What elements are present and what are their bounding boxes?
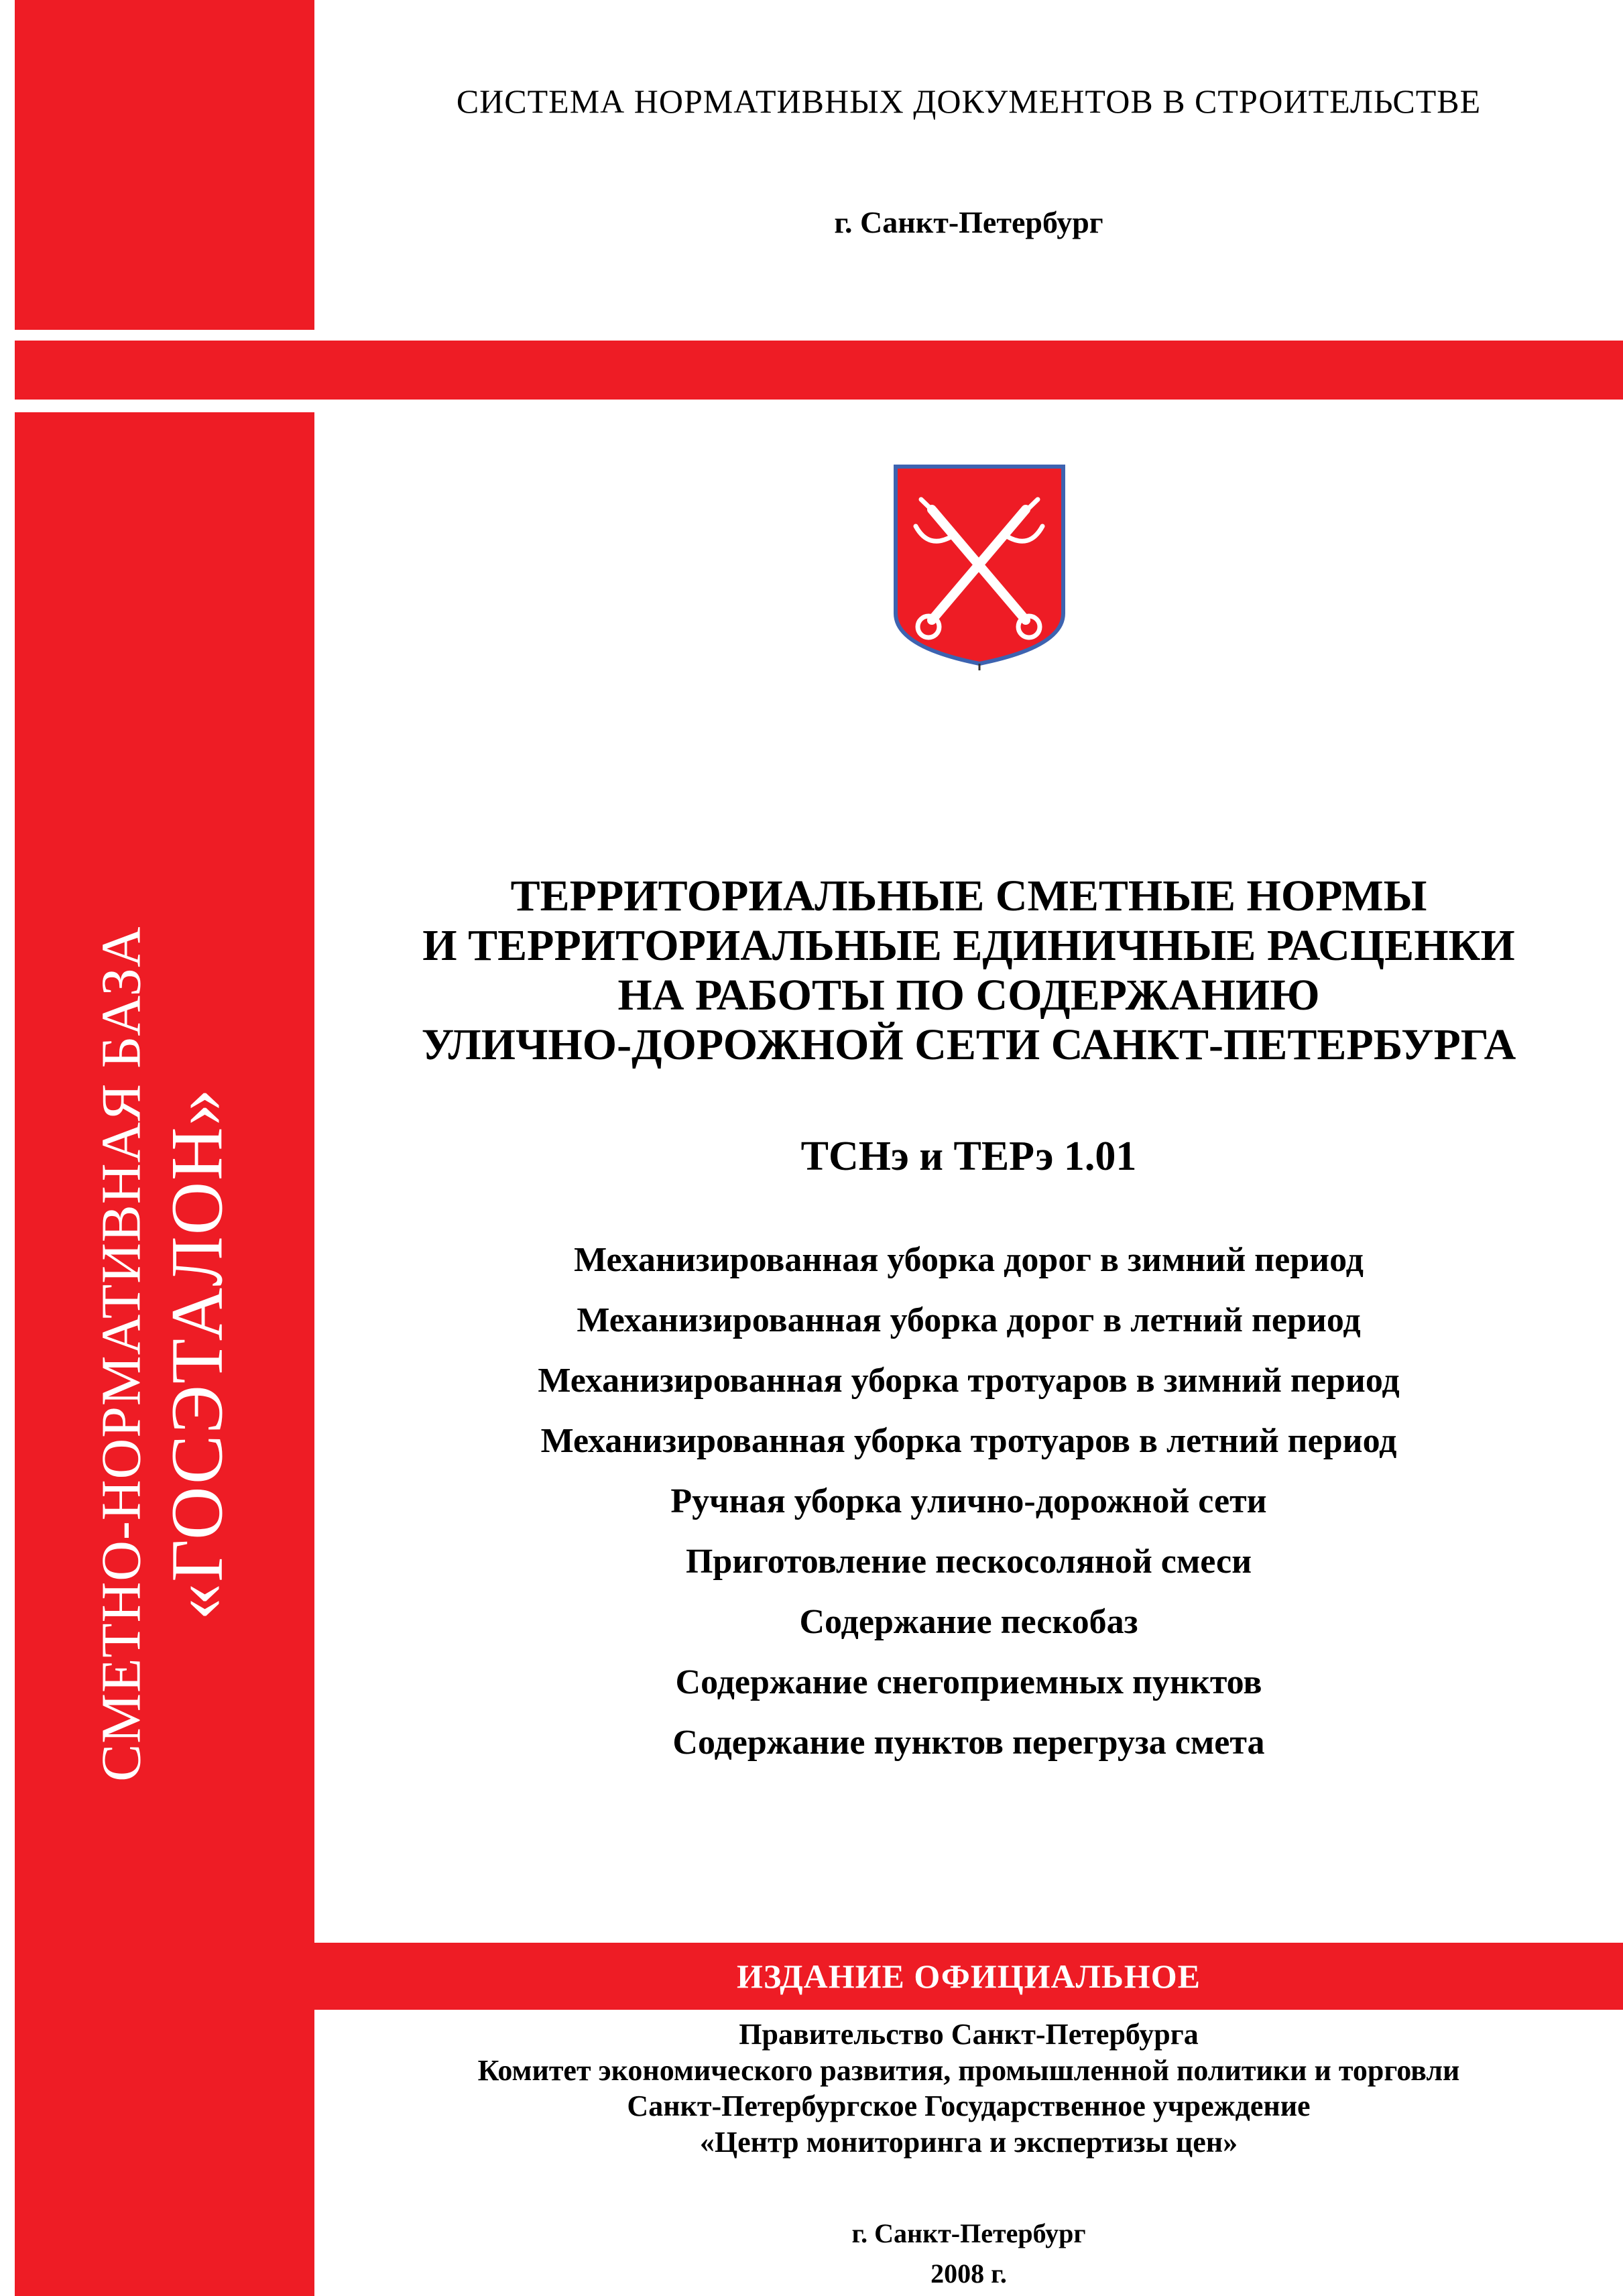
publisher-line: Санкт-Петербургское Государственное учреждение — [627, 2090, 1311, 2123]
title-line: УЛИЧНО-ДОРОЖНОЙ СЕТИ САНКТ-ПЕТЕРБУРГА — [421, 1020, 1516, 1069]
list-item: Механизированная уборка тротуаров в летний период — [540, 1422, 1397, 1460]
series-title: СИСТЕМА НОРМАТИВНЫХ ДОКУМЕНТОВ В СТРОИТЕЛЬСТВЕ — [456, 82, 1482, 120]
list-item: Механизированная уборка тротуаров в зимний период — [538, 1362, 1400, 1400]
publisher-line: Правительство Санкт-Петербурга — [739, 2018, 1199, 2051]
spine-line-2: «ГОСЭТАЛОН» — [156, 1087, 238, 1621]
title-line: НА РАБОТЫ ПО СОДЕРЖАНИЮ — [617, 970, 1320, 1020]
publisher-line: «Центр мониторинга и экспертизы цен» — [699, 2126, 1238, 2159]
title-line: ТЕРРИТОРИАЛЬНЫЕ СМЕТНЫЕ НОРМЫ — [510, 871, 1427, 920]
list-item: Содержание снегоприемных пунктов — [675, 1663, 1262, 1701]
publication-year: 2008 г. — [930, 2258, 1007, 2289]
list-item: Механизированная уборка дорог в летний период — [577, 1301, 1361, 1339]
red-corner-block — [15, 0, 314, 330]
red-band-top — [15, 341, 1623, 400]
official-edition-label: ИЗДАНИЕ ОФИЦИАЛЬНОЕ — [736, 1957, 1201, 1995]
spine-line-1: СМЕТНО-НОРМАТИВНАЯ БАЗА — [90, 926, 153, 1783]
list-item: Механизированная уборка дорог в зимний период — [574, 1241, 1364, 1279]
city-bottom: г. Санкт-Петербург — [851, 2218, 1086, 2248]
publisher-line: Комитет экономического развития, промышленной политики и торговли — [477, 2053, 1460, 2087]
spine-text — [90, 926, 239, 1782]
list-item: Ручная уборка улично-дорожной сети — [670, 1482, 1267, 1520]
spine-label — [15, 412, 314, 2296]
list-item: Приготовление пескосоляной смеси — [685, 1543, 1252, 1581]
publisher-block — [314, 2016, 1623, 2161]
document-code: ТСНэ и ТЕРэ 1.01 — [800, 1134, 1137, 1179]
list-item: Содержание пескобаз — [799, 1603, 1138, 1641]
document-title — [314, 871, 1623, 1070]
st-petersburg-coat-of-arms-icon — [892, 463, 1067, 670]
city-top: г. Санкт-Петербург — [834, 205, 1103, 239]
title-line: И ТЕРРИТОРИАЛЬНЫЕ ЕДИНИЧНЫЕ РАСЦЕНКИ — [422, 920, 1515, 970]
list-item: Содержание пунктов перегруза смета — [672, 1724, 1265, 1762]
section-list — [314, 1230, 1623, 1773]
